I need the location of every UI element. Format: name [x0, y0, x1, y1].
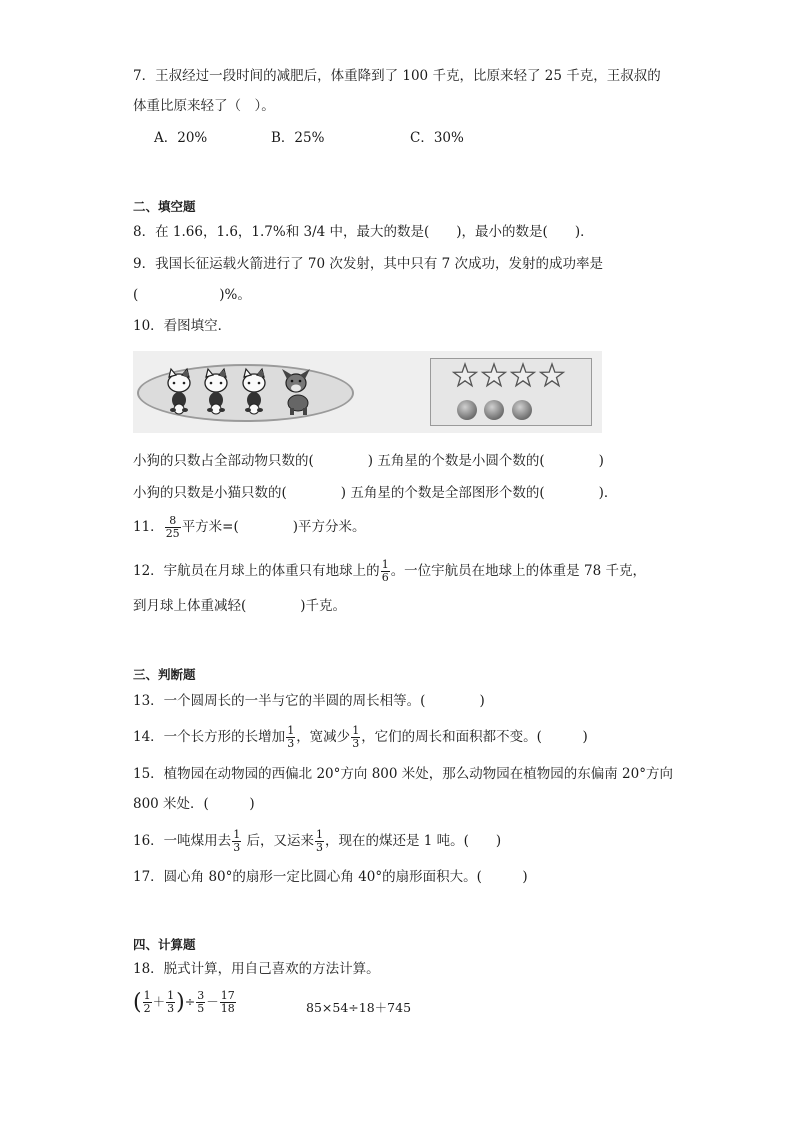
circle-icon-3: [512, 400, 532, 420]
q16-denominator-1: 3: [233, 841, 241, 854]
q12-fraction: [381, 559, 390, 584]
q18-frac-d: [220, 990, 236, 1015]
q8-text: 8．在 1.66，1.6，1.7%和 3/4 中，最大的数是( )，最小的数是( )．: [133, 224, 594, 240]
q14-line: [133, 725, 588, 750]
q7-option-b[interactable]: B．25%: [271, 130, 325, 146]
q18-frac-c: [196, 990, 205, 1015]
q10-row1: 小狗的只数占全部动物只数的( ) 五角星的个数是小圆个数的( ): [133, 453, 604, 469]
frac-c-den: 5: [197, 1002, 205, 1015]
frac-c-num: 3: [197, 989, 205, 1002]
q12-numerator: 1: [381, 558, 389, 571]
q16-numerator-1: 1: [233, 828, 241, 841]
q16-part1: 16．一吨煤用去: [133, 833, 232, 849]
q9-line2: ( )%。: [133, 287, 251, 303]
star-icon-4: [541, 364, 564, 386]
q10-row2: 小狗的只数是小猫只数的( ) 五角星的个数是全部图形个数的( )．: [133, 485, 618, 501]
star-icon-3: [512, 364, 535, 386]
minus-sign: －: [206, 994, 219, 1009]
circle-icon-2: [484, 400, 504, 420]
q13-text: 13．一个圆周长的一半与它的半圆的周长相等。( ): [133, 693, 485, 709]
q17-text: 17．圆心角 80°的扇形一定比圆心角 40°的扇形面积大。( ): [133, 869, 528, 885]
q18-frac-a: [143, 990, 152, 1015]
q15-line1: 15．植物园在动物园的西偏北 20°方向 800 米处，那么动物园在植物园的东偏南 20°方向: [133, 766, 673, 782]
q14-numerator-2: 1: [352, 724, 360, 737]
q14-part1: 14．一个长方形的长增加: [133, 729, 286, 745]
q16-numerator-2: 1: [315, 828, 323, 841]
q11-prefix: 11．: [133, 519, 164, 535]
q16-fraction-2: [315, 829, 324, 854]
q14-part3: ，它们的周长和面积都不变。( ): [361, 729, 588, 745]
q11-denominator: 25: [165, 527, 180, 540]
q18-expression-1: [133, 990, 237, 1015]
frac-a-num: 1: [143, 989, 151, 1002]
q12-suffix: 。一位宇航员在地球上的体重是 78 千克，: [390, 563, 646, 579]
q16-part2: 后，又运来: [242, 833, 314, 849]
frac-b-num: 1: [167, 989, 175, 1002]
close-paren: ): [176, 990, 185, 1015]
q11-fraction: [165, 515, 181, 540]
q16-fraction-1: [232, 829, 241, 854]
star-icon-2: [483, 364, 506, 386]
open-paren: (: [133, 990, 142, 1015]
q18-expression-2: 85×54÷18＋745: [306, 1000, 412, 1015]
q14-part2: ，宽减少: [296, 729, 351, 745]
star-icon-1: [454, 364, 477, 386]
q14-fraction-2: [351, 725, 360, 750]
q14-denominator-2: 3: [352, 737, 360, 750]
q12-line2: 到月球上体重减轻( )千克。: [133, 598, 347, 614]
q7-line1: 7．王叔经过一段时间的减肥后，体重降到了 100 千克，比原来轻了 25 千克，王叔叔的: [133, 68, 661, 84]
q7-line2: 体重比原来轻了（ ）。: [133, 98, 275, 114]
q16-part3: ，现在的煤还是 1 吨。( ): [324, 833, 502, 849]
divide-sign: ÷: [184, 994, 196, 1009]
q15-line2: 800 米处．( ): [133, 796, 255, 812]
q16-denominator-2: 3: [315, 841, 323, 854]
q12-line1: [133, 559, 646, 584]
q14-numerator-1: 1: [287, 724, 295, 737]
q7-option-c[interactable]: C．30%: [410, 130, 464, 146]
q18-frac-b: [166, 990, 175, 1015]
q12-prefix: 12．宇航员在月球上的体重只有地球上的: [133, 563, 380, 579]
circle-icon-1: [457, 400, 477, 420]
q10-title: 10．看图填空．: [133, 318, 232, 334]
section-title-true-false: 三、判断题: [133, 667, 196, 682]
q7-option-a[interactable]: A．20%: [154, 130, 208, 146]
section-title-fill-blank: 二、填空题: [133, 199, 196, 214]
q18-text: 18．脱式计算，用自己喜欢的方法计算。: [133, 961, 380, 977]
q9-line1: 9．我国长征运载火箭进行了 70 次发射，其中只有 7 次成功，发射的成功率是: [133, 256, 604, 272]
q11-suffix: 平方米=( )平方分米。: [181, 519, 366, 535]
frac-a-den: 2: [143, 1002, 151, 1015]
shapes-illustration: [133, 351, 602, 433]
q11-numerator: 8: [165, 515, 181, 528]
frac-d-den: 18: [220, 1002, 235, 1015]
section-title-calculation: 四、计算题: [133, 937, 196, 952]
frac-d-num: 17: [220, 989, 235, 1002]
frac-b-den: 3: [167, 1002, 175, 1015]
q11-line: [133, 515, 366, 540]
q14-denominator-1: 3: [287, 737, 295, 750]
plus-sign: ＋: [152, 994, 166, 1009]
q16-line: [133, 829, 501, 854]
q12-denominator: 6: [381, 571, 389, 584]
q14-fraction-1: [286, 725, 295, 750]
q10-figure: [133, 351, 602, 433]
